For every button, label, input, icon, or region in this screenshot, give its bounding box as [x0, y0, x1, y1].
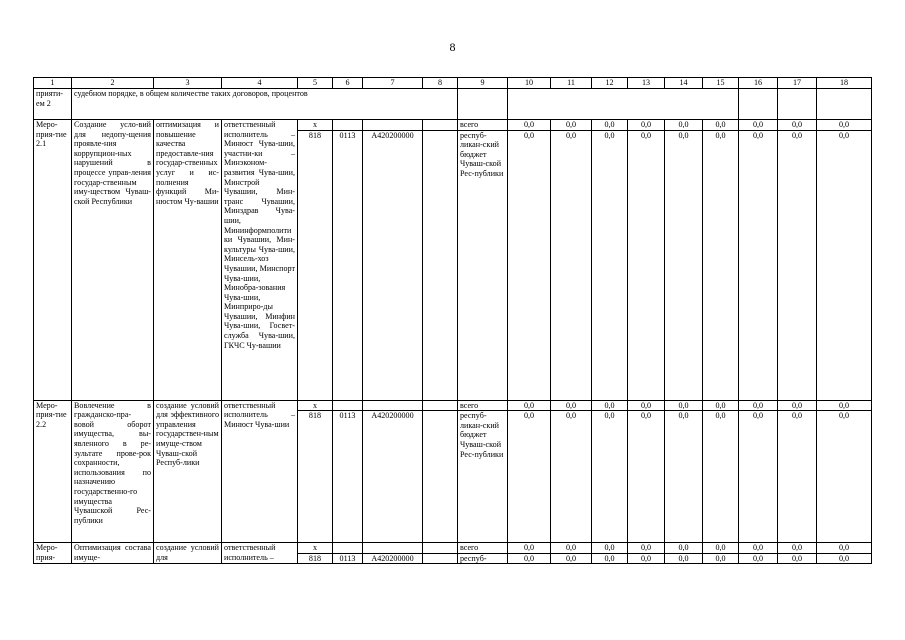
year-value: 0,0 — [703, 120, 739, 131]
section-code: 0113 — [333, 130, 363, 400]
measure-total-row — [34, 120, 872, 131]
column-number-cell: 11 — [551, 78, 592, 89]
measure-executor: ответственный исполнитель – Минюст Чува-шии, участни-ки – Минэконом-развития Чува-шии, Минстрой Чувашии, Мин-транс Чувашии, Минздрав Чува-шии, Мининформполитики Чувашии, Мин-культуры Чува-шии, Минсель-хоз Чувашии, Минспорт Чува-шии, Минобра-зования Чува-шии, Минприро-ды Чувашии, Минфин Чува-шии, Госвет-служба Чува-шии, ГКЧС Чу-вашии — [222, 120, 298, 401]
year-value: 0,0 — [551, 130, 592, 400]
column-number-cell: 7 — [363, 78, 423, 89]
year-value: 0,0 — [778, 411, 817, 543]
year-value: 0,0 — [628, 411, 665, 543]
year-value: 0,0 — [628, 543, 665, 554]
expense-type — [423, 120, 458, 131]
funding-source: всего — [458, 400, 508, 411]
grbs-code: x — [298, 400, 333, 411]
funding-source: всего — [458, 543, 508, 554]
year-value: 0,0 — [665, 553, 703, 564]
column-number-cell: 18 — [817, 78, 872, 89]
year-value: 0,0 — [592, 400, 628, 411]
year-value: 0,0 — [628, 120, 665, 131]
year-value: 0,0 — [628, 400, 665, 411]
expense-type — [423, 553, 458, 564]
year-value: 0,0 — [739, 543, 778, 554]
year-value: 0,0 — [508, 400, 551, 411]
year-value: 0,0 — [703, 553, 739, 564]
column-number-cell: 12 — [592, 78, 628, 89]
grbs-code: 818 — [298, 553, 333, 564]
measure-id: Меро-прия-тие 2.1 — [34, 120, 72, 401]
column-number-cell: 3 — [154, 78, 222, 89]
target-code — [363, 120, 423, 131]
year-value: 0,0 — [778, 400, 817, 411]
column-number-cell: 9 — [458, 78, 508, 89]
column-number-cell: 17 — [778, 78, 817, 89]
empty-cell — [458, 89, 508, 120]
target-code: А420200000 — [363, 130, 423, 400]
year-value: 0,0 — [739, 553, 778, 564]
year-value: 0,0 — [592, 411, 628, 543]
measure-description: Оптимизация состава имуще- — [72, 543, 154, 564]
year-value: 0,0 — [739, 400, 778, 411]
year-value: 0,0 — [739, 130, 778, 400]
year-value: 0,0 — [703, 543, 739, 554]
measure-goal: создание условий для эффективного управления государствен-ным имуще-ством Чуваш-ской Респуб-лики — [154, 400, 222, 543]
column-number-row — [34, 78, 872, 89]
year-value: 0,0 — [628, 130, 665, 400]
measure-id: Меро-прия- — [34, 543, 72, 564]
program-table — [33, 77, 872, 564]
year-value: 0,0 — [703, 400, 739, 411]
target-code: А420200000 — [363, 411, 423, 543]
column-number-cell: 15 — [703, 78, 739, 89]
column-number-cell: 4 — [222, 78, 298, 89]
year-value: 0,0 — [551, 543, 592, 554]
year-value: 0,0 — [665, 543, 703, 554]
year-value: 0,0 — [703, 411, 739, 543]
measure-total-row — [34, 400, 872, 411]
empty-cell — [817, 89, 872, 120]
year-value: 0,0 — [508, 130, 551, 400]
year-value: 0,0 — [551, 400, 592, 411]
section-code: 0113 — [333, 411, 363, 543]
target-code — [363, 543, 423, 554]
year-value: 0,0 — [817, 411, 872, 543]
year-value: 0,0 — [817, 543, 872, 554]
measure-executor: ответственный исполнитель – Минюст Чува-шии — [222, 400, 298, 543]
year-value: 0,0 — [665, 130, 703, 400]
year-value: 0,0 — [739, 411, 778, 543]
measure-goal: создание условий для — [154, 543, 222, 564]
column-number-cell: 8 — [423, 78, 458, 89]
year-value: 0,0 — [778, 553, 817, 564]
year-value: 0,0 — [665, 120, 703, 131]
funding-source: респуб-ликан-ский бюджет Чуваш-ской Рес-публики — [458, 411, 508, 543]
measure-goal: оптимизация и повышение качества предоставле-ния государ-ственных услуг и ис-полнения функций Ми-нюстом Чу-вашии — [154, 120, 222, 401]
measure-description: Создание усло-вий для недопу-щения проявле-ния коррупцион-ных нарушений в процессе управ-ления государ-ственным иму-ществом Чуваш-ской Республики — [72, 120, 154, 401]
column-number-cell: 10 — [508, 78, 551, 89]
year-value: 0,0 — [508, 543, 551, 554]
page-number: 8 — [449, 40, 456, 54]
section-code: 0113 — [333, 553, 363, 564]
grbs-code: x — [298, 120, 333, 131]
funding-source: респуб- — [458, 553, 508, 564]
section-code — [333, 400, 363, 411]
section-code — [333, 543, 363, 554]
year-value: 0,0 — [703, 130, 739, 400]
empty-cell — [508, 89, 739, 120]
column-number-cell: 6 — [333, 78, 363, 89]
measure-description: Вовлечение в гражданско-пра-вовой оборот имущества, вы-явленного в ре-зультате прове-рок сохранности, использования по назначению государственно-го имущества Чувашской Рес-публики — [72, 400, 154, 543]
year-value: 0,0 — [508, 411, 551, 543]
year-value: 0,0 — [551, 120, 592, 131]
year-value: 0,0 — [592, 130, 628, 400]
continued-indicator-text: судебном порядке, в общем количестве таких договоров, процентов — [72, 89, 458, 120]
measure-total-row — [34, 543, 872, 554]
empty-cell — [778, 89, 817, 120]
target-code — [363, 400, 423, 411]
column-number-cell: 2 — [72, 78, 154, 89]
funding-source: всего — [458, 120, 508, 131]
target-code: А420200000 — [363, 553, 423, 564]
year-value: 0,0 — [592, 120, 628, 131]
year-value: 0,0 — [739, 120, 778, 131]
column-number-cell: 13 — [628, 78, 665, 89]
year-value: 0,0 — [508, 120, 551, 131]
year-value: 0,0 — [628, 553, 665, 564]
grbs-code: x — [298, 543, 333, 554]
column-number-cell: 14 — [665, 78, 703, 89]
column-number-cell: 5 — [298, 78, 333, 89]
column-number-cell: 1 — [34, 78, 72, 89]
year-value: 0,0 — [817, 553, 872, 564]
year-value: 0,0 — [817, 120, 872, 131]
year-value: 0,0 — [778, 120, 817, 131]
expense-type — [423, 400, 458, 411]
continued-row — [34, 89, 872, 120]
year-value: 0,0 — [817, 400, 872, 411]
year-value: 0,0 — [508, 553, 551, 564]
grbs-code: 818 — [298, 130, 333, 400]
section-code — [333, 120, 363, 131]
year-value: 0,0 — [665, 400, 703, 411]
year-value: 0,0 — [592, 553, 628, 564]
continued-measure-label: прияти-ем 2 — [34, 89, 72, 120]
measure-executor: ответственный исполнитель – — [222, 543, 298, 564]
grbs-code: 818 — [298, 411, 333, 543]
column-number-cell: 16 — [739, 78, 778, 89]
expense-type — [423, 543, 458, 554]
year-value: 0,0 — [551, 411, 592, 543]
year-value: 0,0 — [551, 553, 592, 564]
year-value: 0,0 — [778, 543, 817, 554]
funding-source: респуб-ликан-ский бюджет Чуваш-ской Рес-публики — [458, 130, 508, 400]
empty-cell — [739, 89, 778, 120]
year-value: 0,0 — [778, 130, 817, 400]
expense-type — [423, 411, 458, 543]
year-value: 0,0 — [817, 130, 872, 400]
expense-type — [423, 130, 458, 400]
year-value: 0,0 — [592, 543, 628, 554]
year-value: 0,0 — [665, 411, 703, 543]
measure-id: Меро-прия-тие 2.2 — [34, 400, 72, 543]
